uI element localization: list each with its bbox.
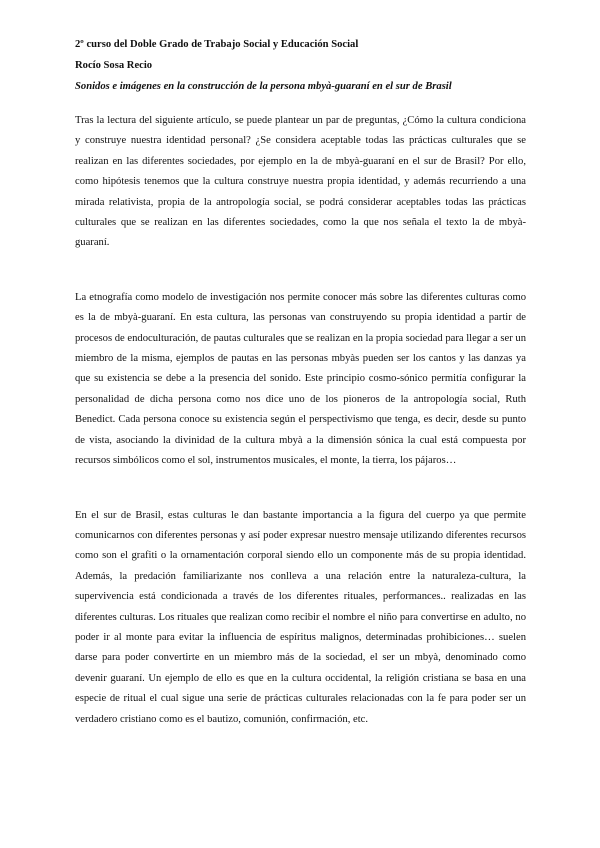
document-header (75, 34, 535, 97)
document-body (75, 111, 526, 764)
author-name: Rocío Sosa Recio (75, 60, 153, 71)
course-line: 2º curso del Doble Grado de Trabajo Social y Educación Social (75, 39, 359, 50)
paragraph-2: La etnografía como modelo de investigación nos permite conocer más sobre las diferentes culturas como es la de mbyà-guaraní. En esta cultura, las personas van construyendo su propia identidad a partir de procesos de endoculturación, de pautas culturales que se realizan en la propia sociedad para llegar a ser un miembro de la misma, ejemplos de pautas en las personas mbyàs pueden ser los cantos y las danzas ya que su existencia se debe a la presencia del sonido. Este principio cosmo-sónico permitía configurar la personalidad de dicha persona como nos dice uno de los pioneros de la antropología social, Ruth Benedict. Cada persona conoce su existencia según el perspectivismo que tenga, es decir, desde su punto de vista, asociando la divinidad de la cultura mbyà a la dimensión sónica la cual está compuesta por recursos simbólicos como el sol, instrumentos musicales, el monte, la tierra, los pájaros… (75, 291, 526, 467)
paragraph-1: Tras la lectura del siguiente artículo, se puede plantear un par de preguntas, ¿Cómo la cultura condiciona y construye nuestra identidad personal? ¿Se considera aceptable todas las prácticas culturales que se realizan en las diferentes sociedades, por ejemplo en la de mbyà-guaraní en el sur de Brasil? Por ello, como hipótesis tenemos que la cultura construye nuestra propia identidad, y además recurriendo a una mirada relativista, propia de la antropología social, se podrá considerar aceptables todas las prácticas culturales que se realizan en las diferentes sociedades, como la que nos señala el texto la de mbyà-guaraní. (75, 115, 526, 249)
paragraph-3: En el sur de Brasil, estas culturas le dan bastante importancia a la figura del cuerpo ya que permite comunicarnos con diferentes personas y así poder expresar nuestro mensaje utilizando diferentes recursos como son el grafiti o la ornamentación corporal siendo ello un componente más de su propia identidad. Además, la predación familiarizante nos conlleva a una relación entre la naturaleza-cultura, la supervivencia está condicionada a través de los diferentes rituales, performances.. realizadas en las diferentes culturas. Los rituales que realizan como recibir el nombre el niño para convertirse en adulto, no poder ir al monte para evitar la influencia de espíritus malignos, determinadas prohibiciones… suelen darse para poder convertirte en un miembro más de la sociedad, el ser un mbyà, denominado como devenir guaraní. Un ejemplo de ello es que en la cultura occidental, la religión cristiana se basa en una especie de ritual el cual sigue una serie de prácticas culturales relacionadas con la fe para poder ser un verdadero cristiano como es el bautizo, comunión, confirmación, etc. (75, 509, 526, 725)
document-title: Sonidos e imágenes en la construcción de la persona mbyà-guaraní en el sur de Brasil (75, 81, 452, 92)
